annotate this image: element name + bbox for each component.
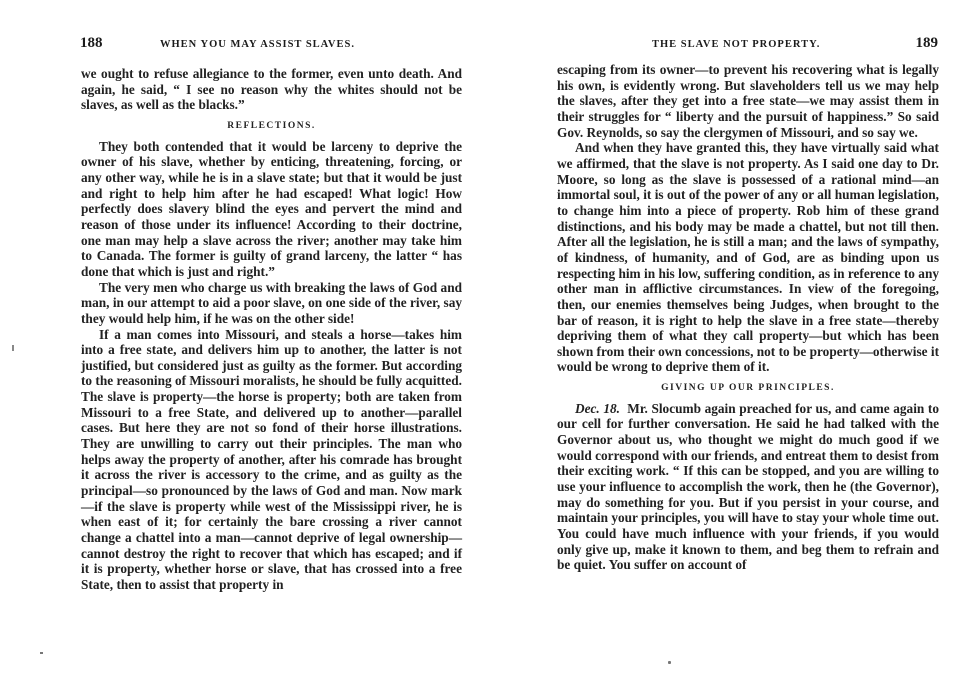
section-title-principles: GIVING UP OUR PRINCIPLES. [661,383,835,394]
speck [668,661,671,664]
paragraph-2: The very men who charge us with breaking the laws of God and man, in our attempt to aid a poor slave, on one side of the river, say they would help him, if he was on the other side! [81,279,462,326]
paragraph-1: They both contended that it would be larceny to deprive the owner of his slave, whether by enticing, threatening, forcing, or any other way, while he is in a slave state; but that it would be just and right to help him after he had escaped! What logic! How perfectly does slavery blind the eyes and pervert the mind and reason of those under its influence! According to their doctrine, one man may help a slave across the river; another may take him to Canada. The former is guilty of grand larceny, the latter “ has done that which is just and right.” [81,138,462,279]
left-running-head: WHEN YOU MAY ASSIST SLAVES. [160,39,355,50]
right-page-body [557,62,939,573]
section-title-reflections: REFLECTIONS. [227,120,316,131]
right-running-head: THE SLAVE NOT PROPERTY. [652,39,821,50]
intro-paragraph: we ought to refuse allegiance to the former, even unto death. And again, he said, “ I see no reason why the whites should not be slaves, as well as the blacks.” [81,66,462,113]
paragraph-1: And when they have granted this, they have virtually said what we affirmed, that the slave is not property. As I said one day to Dr. Moore, so long as the slave is possessed of a rational mind—an immortal soul, it is out of the power of any or all human legislation, to change him into a piece of property. Rob him of these grand distinctions, and his body may be made a chattel, but not till then. After all the legislation, he is still a man; and the laws of sympathy, of kindness, of humanity, and of God, are as binding upon us respecting him in his low, suffering condition, as in reference to any other man in afflictive circumstances. In view of the foregoing, then, our enemies themselves being Judges, when brought to the bar of reason, it is right to help the slave in a free state—thereby depriving them of what they call property—but which has been shown from their own concessions, not to be property—otherwise it would be wrong to deprive them of it. [557,140,939,375]
speck [40,652,43,654]
paragraph-2-text: Mr. Slocumb again preached for us, and came again to our cell for further conversation. He said he had talked with the Governor about us, who thought we might do much good if we would correspond with our friends, and entreat them to desist from their exciting work. “ If this can be stopped, and you are willing to use your influence to accomplish the work, then he (the Governor), may do something for you. But if you persist in your course, and maintain your principles, you will have to stay your whole time out. You could have much influence with your friends, if you would only give up, make it known to them, and beg them to refrain and be quiet. You suffer on account of [557,400,939,573]
right-page [490,0,980,693]
left-page-number: 188 [80,35,103,51]
date-label: Dec. 18. [575,400,620,416]
paragraph-3: If a man comes into Missouri, and steals a horse—takes him into a free state, and delivers him up to another, the latter is not justified, but considered just as guilty as the former. But according to the reasoning of Missouri moralists, he should be fully acquitted. The slave is property—the horse is property; both are taken from Missouri to a free State, and delivered up to another—parallel cases. But here they are not so fond of their horse illustrations. They are unwilling to carry out their principles. The man who helps away the property of another, after his comrade has brought it across the river is accessory to the crime, and as guilty as the principal—so pronounced by the laws of God and man. Now mark—if the slave is property while west of the Mississippi river, he is when east of it; for certainly the bare crossing a river cannot change a chattel into a man—cannot deprive of legal ownership—cannot destroy the right to recover that which has escaped; and if it is property, whether horse or slave, that has crossed into a free State, then to assist that property in [81,326,462,592]
continuation-paragraph: escaping from its owner—to prevent his recovering what is legally his own, is evidently wrong. But slaveholders tell us we may help the slaves, after they get into a free state—we may assist them in their struggles for “ liberty and the pursuit of happiness.” So said Gov. Reynolds, so say the clergymen of Missouri, and so say we. [557,62,939,140]
margin-mark [12,345,14,351]
paragraph-2 [557,401,939,573]
left-page-body [81,66,462,593]
right-page-number: 189 [915,35,938,51]
